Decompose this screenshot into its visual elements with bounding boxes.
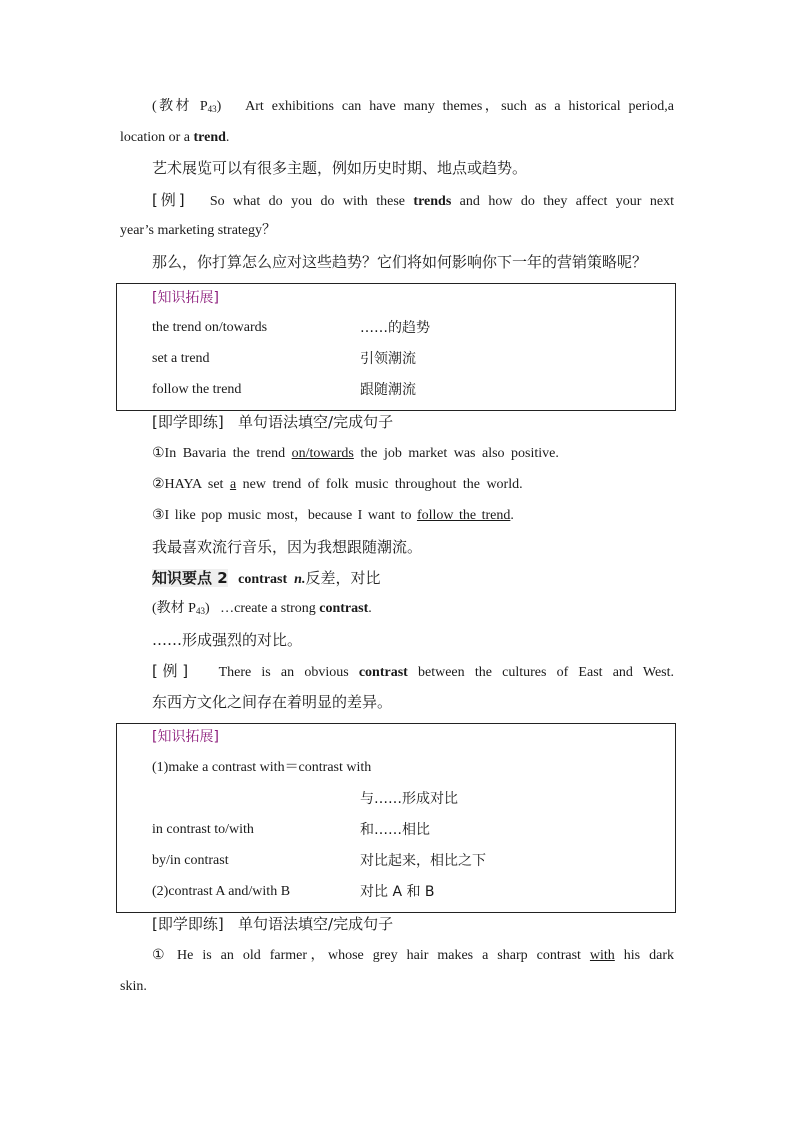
- example-sentence-1: [例] So what do you do with these trends and how do they affect your next: [152, 191, 674, 209]
- part-of-speech: n.: [294, 572, 306, 587]
- example-translation-1: 那么，你打算怎么应对这些趋势？它们将如何影响你下一年的营销策略呢？: [152, 253, 648, 271]
- practice-question-3-translation: 我最喜欢流行音乐，因为我想跟随潮流。: [152, 538, 423, 556]
- answer: a: [229, 477, 237, 492]
- textbook-sentence-1-cont: location or a trend.: [120, 130, 230, 145]
- answer: with: [589, 948, 615, 963]
- key-point-heading-2: [152, 568, 674, 590]
- knowledge-extension-box-2: [知识拓展] (1)make a contrast with＝contrast with 与……形成对比 in contrast to/with 和……相比 by/in contrast 对比起来，相比之下 (2)contrast A and/with B 对比 A 和 B: [116, 723, 676, 913]
- practice-question-3: ③I like pop music most，because I want to follow the trend.: [152, 508, 514, 523]
- practice-question-1: ①In Bavaria the trend on/towards the job market was also positive.: [152, 446, 559, 461]
- textbook-sentence-1: (教材 $P_{43}$) Art exhibitions can have many themes，such as a historical period,a: [152, 99, 674, 114]
- practice-heading-2: [即学即练] 单句语法填空/完成句子: [152, 915, 394, 933]
- practice2-question-1-cont: skin.: [120, 979, 147, 994]
- textbook-ref: (教材 $P_{43}$): [152, 601, 210, 616]
- textbook-ref: (教材 $P_{43}$): [152, 99, 222, 114]
- knowledge-extension-box-1: [知识拓展] the trend on/towards ……的趋势 set a trend 引领潮流 follow the trend 跟随潮流: [116, 283, 676, 411]
- key-point-word: contrast: [238, 572, 288, 587]
- example-tag: [例]: [152, 662, 189, 680]
- knowledge-extension-label: [知识拓展]: [152, 290, 219, 306]
- example-tag: [例]: [152, 191, 185, 209]
- keyword-contrast: contrast: [358, 665, 408, 680]
- practice-question-2: ②HAYA set a new trend of folk music throughout the world.: [152, 477, 523, 492]
- textbook-translation-1: 艺术展览可以有很多主题，例如历史时期、地点或趋势。: [152, 159, 528, 177]
- practice2-question-1: ① He is an old farmer，whose grey hair makes a sharp contrast with his dark: [152, 948, 674, 963]
- textbook-translation-2: ……形成强烈的对比。: [152, 631, 303, 649]
- practice-heading-1: [即学即练] 单句语法填空/完成句子: [152, 413, 394, 431]
- keyword-trend: trend: [193, 130, 226, 145]
- example-sentence-2: [例] There is an obvious contrast between the cultures of East and West.: [152, 662, 674, 680]
- example-sentence-1-cont: year’s marketing strategy？: [120, 223, 277, 238]
- answer: on/towards: [291, 446, 354, 461]
- textbook-sentence-2: (教材 $P_{43}$) …create a strong contrast.: [152, 601, 372, 616]
- example-translation-2: 东西方文化之间存在着明显的差异。: [152, 693, 393, 711]
- knowledge-extension-label: [知识拓展]: [152, 729, 219, 745]
- key-point-meaning: 反差，对比: [305, 569, 381, 587]
- key-point-label: 知识要点 2: [152, 569, 228, 587]
- answer: follow the trend: [416, 508, 511, 523]
- keyword-contrast: contrast: [319, 601, 369, 616]
- keyword-trends: trends: [413, 194, 452, 209]
